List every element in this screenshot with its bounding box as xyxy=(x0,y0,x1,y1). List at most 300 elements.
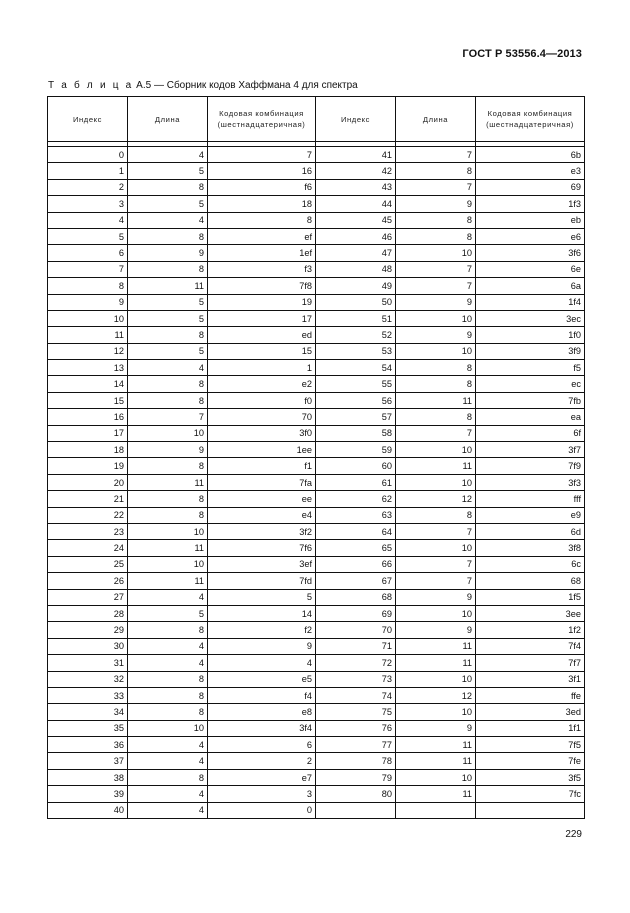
codeword-cell: ec xyxy=(476,376,585,392)
column-header-length-2: Длина xyxy=(396,97,476,142)
length-cell: 4 xyxy=(128,589,208,605)
codeword-cell: 6e xyxy=(476,261,585,277)
index-cell: 72 xyxy=(316,655,396,671)
index-cell: 4 xyxy=(48,212,128,228)
index-cell: 55 xyxy=(316,376,396,392)
index-cell: 37 xyxy=(48,753,128,769)
index-cell: 62 xyxy=(316,491,396,507)
index-cell: 21 xyxy=(48,491,128,507)
length-cell: 10 xyxy=(128,556,208,572)
index-cell: 13 xyxy=(48,360,128,376)
table-row xyxy=(48,343,585,359)
codeword-cell: 3f8 xyxy=(476,540,585,556)
index-cell: 38 xyxy=(48,769,128,785)
length-cell: 4 xyxy=(128,360,208,376)
table-row xyxy=(48,147,585,163)
table-row xyxy=(48,179,585,195)
table-row xyxy=(48,245,585,261)
index-cell: 66 xyxy=(316,556,396,572)
table-row xyxy=(48,638,585,654)
length-cell: 10 xyxy=(396,605,476,621)
codeword-cell: 1f0 xyxy=(476,327,585,343)
length-cell: 8 xyxy=(396,409,476,425)
codeword-cell: ffe xyxy=(476,687,585,703)
length-cell: 8 xyxy=(128,622,208,638)
codeword-cell: 14 xyxy=(208,605,316,621)
length-cell: 8 xyxy=(128,671,208,687)
table-row xyxy=(48,376,585,392)
length-cell: 8 xyxy=(128,327,208,343)
codeword-cell: 0 xyxy=(208,802,316,818)
length-cell: 7 xyxy=(128,409,208,425)
length-cell: 8 xyxy=(128,507,208,523)
length-cell: 8 xyxy=(128,392,208,408)
codeword-cell: 2 xyxy=(208,753,316,769)
length-cell: 8 xyxy=(396,376,476,392)
length-cell: 9 xyxy=(396,327,476,343)
length-cell: 8 xyxy=(128,704,208,720)
index-cell: 19 xyxy=(48,458,128,474)
codeword-cell: 7f5 xyxy=(476,737,585,753)
length-cell: 8 xyxy=(128,261,208,277)
table-row xyxy=(48,540,585,556)
length-cell: 10 xyxy=(396,671,476,687)
codeword-cell: 6a xyxy=(476,278,585,294)
index-cell: 52 xyxy=(316,327,396,343)
index-cell: 20 xyxy=(48,474,128,490)
codeword-cell: e4 xyxy=(208,507,316,523)
codeword-cell: 19 xyxy=(208,294,316,310)
index-cell: 15 xyxy=(48,392,128,408)
length-cell: 11 xyxy=(396,392,476,408)
table-row xyxy=(48,294,585,310)
codeword-cell: 7fc xyxy=(476,786,585,802)
index-cell: 6 xyxy=(48,245,128,261)
index-cell: 65 xyxy=(316,540,396,556)
length-cell: 8 xyxy=(396,228,476,244)
length-cell: 7 xyxy=(396,556,476,572)
index-cell: 0 xyxy=(48,147,128,163)
codeword-cell: f1 xyxy=(208,458,316,474)
index-cell: 12 xyxy=(48,343,128,359)
index-cell: 5 xyxy=(48,228,128,244)
index-cell: 80 xyxy=(316,786,396,802)
length-cell: 11 xyxy=(128,573,208,589)
codeword-cell: 6 xyxy=(208,737,316,753)
codeword-cell: 7fa xyxy=(208,474,316,490)
table-row xyxy=(48,605,585,621)
index-cell: 46 xyxy=(316,228,396,244)
length-cell: 7 xyxy=(396,278,476,294)
codeword-cell: f3 xyxy=(208,261,316,277)
codeword-cell: 7f6 xyxy=(208,540,316,556)
index-cell: 30 xyxy=(48,638,128,654)
table-row xyxy=(48,687,585,703)
length-cell: 11 xyxy=(128,278,208,294)
codeword-cell: 7f9 xyxy=(476,458,585,474)
huffman-codebook-table xyxy=(47,96,585,819)
length-cell xyxy=(396,802,476,818)
codeword-cell: f5 xyxy=(476,360,585,376)
table-row xyxy=(48,737,585,753)
index-cell: 8 xyxy=(48,278,128,294)
index-cell: 45 xyxy=(316,212,396,228)
index-cell: 69 xyxy=(316,605,396,621)
index-cell: 74 xyxy=(316,687,396,703)
index-cell: 14 xyxy=(48,376,128,392)
length-cell: 10 xyxy=(396,474,476,490)
index-cell: 11 xyxy=(48,327,128,343)
codeword-cell: 3ef xyxy=(208,556,316,572)
index-cell: 75 xyxy=(316,704,396,720)
length-cell: 4 xyxy=(128,753,208,769)
length-cell: 8 xyxy=(128,228,208,244)
table-row xyxy=(48,212,585,228)
codeword-cell: 9 xyxy=(208,638,316,654)
codeword-cell: 3f2 xyxy=(208,523,316,539)
table-row xyxy=(48,474,585,490)
index-cell: 51 xyxy=(316,310,396,326)
table-row xyxy=(48,507,585,523)
codeword-cell: f0 xyxy=(208,392,316,408)
codeword-cell: 1f2 xyxy=(476,622,585,638)
length-cell: 7 xyxy=(396,573,476,589)
table-row xyxy=(48,556,585,572)
index-cell: 29 xyxy=(48,622,128,638)
index-cell: 24 xyxy=(48,540,128,556)
codeword-cell: 1f5 xyxy=(476,589,585,605)
index-cell: 23 xyxy=(48,523,128,539)
table-row xyxy=(48,458,585,474)
index-cell: 3 xyxy=(48,196,128,212)
index-cell: 59 xyxy=(316,442,396,458)
index-cell: 60 xyxy=(316,458,396,474)
codeword-cell: 1f4 xyxy=(476,294,585,310)
column-header-index-1: Индекс xyxy=(48,97,128,142)
length-cell: 5 xyxy=(128,343,208,359)
index-cell: 16 xyxy=(48,409,128,425)
length-cell: 5 xyxy=(128,163,208,179)
table-row xyxy=(48,523,585,539)
table-caption xyxy=(48,80,358,91)
length-cell: 11 xyxy=(396,737,476,753)
codeword-cell: ed xyxy=(208,327,316,343)
length-cell: 11 xyxy=(128,540,208,556)
index-cell: 26 xyxy=(48,573,128,589)
length-cell: 8 xyxy=(128,458,208,474)
index-cell: 1 xyxy=(48,163,128,179)
table-row xyxy=(48,360,585,376)
codeword-cell: 3ee xyxy=(476,605,585,621)
codeword-cell: 68 xyxy=(476,573,585,589)
index-cell: 57 xyxy=(316,409,396,425)
codeword-cell: e6 xyxy=(476,228,585,244)
length-cell: 9 xyxy=(128,442,208,458)
length-cell: 4 xyxy=(128,786,208,802)
codeword-cell: 3ed xyxy=(476,704,585,720)
length-cell: 7 xyxy=(396,523,476,539)
length-cell: 4 xyxy=(128,147,208,163)
length-cell: 5 xyxy=(128,310,208,326)
index-cell: 43 xyxy=(316,179,396,195)
index-cell: 61 xyxy=(316,474,396,490)
index-cell: 27 xyxy=(48,589,128,605)
index-cell: 70 xyxy=(316,622,396,638)
length-cell: 12 xyxy=(396,491,476,507)
table-row xyxy=(48,442,585,458)
codeword-cell: 7fe xyxy=(476,753,585,769)
codeword-cell: 17 xyxy=(208,310,316,326)
table-row xyxy=(48,278,585,294)
length-cell: 4 xyxy=(128,737,208,753)
length-cell: 11 xyxy=(396,638,476,654)
length-cell: 4 xyxy=(128,212,208,228)
index-cell: 10 xyxy=(48,310,128,326)
length-cell: 7 xyxy=(396,261,476,277)
length-cell: 5 xyxy=(128,605,208,621)
table-body xyxy=(48,142,585,819)
codeword-cell: 70 xyxy=(208,409,316,425)
table-row xyxy=(48,720,585,736)
codeword-cell: 3f9 xyxy=(476,343,585,359)
codeword-cell: f6 xyxy=(208,179,316,195)
codeword-cell: 18 xyxy=(208,196,316,212)
column-header-length-1: Длина xyxy=(128,97,208,142)
table-row xyxy=(48,228,585,244)
table-row xyxy=(48,573,585,589)
caption-text: А.5 — Сборник кодов Хаффмана 4 для спектра xyxy=(133,80,358,91)
codeword-cell: 7 xyxy=(208,147,316,163)
length-cell: 7 xyxy=(396,147,476,163)
length-cell: 8 xyxy=(396,212,476,228)
length-cell: 10 xyxy=(396,540,476,556)
codeword-cell: 6d xyxy=(476,523,585,539)
codeword-cell: 3f3 xyxy=(476,474,585,490)
index-cell: 54 xyxy=(316,360,396,376)
index-cell: 48 xyxy=(316,261,396,277)
length-cell: 10 xyxy=(396,442,476,458)
length-cell: 10 xyxy=(128,523,208,539)
codeword-cell: f2 xyxy=(208,622,316,638)
index-cell: 68 xyxy=(316,589,396,605)
column-header-codeword-2: Кодовая комбинация (шестнадцатеричная) xyxy=(476,97,585,142)
index-cell: 25 xyxy=(48,556,128,572)
index-cell: 17 xyxy=(48,425,128,441)
length-cell: 4 xyxy=(128,655,208,671)
table-row xyxy=(48,786,585,802)
codeword-cell: e5 xyxy=(208,671,316,687)
document-code: ГОСТ Р 53556.4—2013 xyxy=(462,48,582,60)
index-cell: 58 xyxy=(316,425,396,441)
length-cell: 10 xyxy=(128,720,208,736)
codeword-cell: 6b xyxy=(476,147,585,163)
column-header-index-2: Индекс xyxy=(316,97,396,142)
index-cell: 35 xyxy=(48,720,128,736)
length-cell: 9 xyxy=(396,622,476,638)
table-header-row xyxy=(48,97,585,142)
page-number: 229 xyxy=(565,829,582,840)
table-row xyxy=(48,769,585,785)
length-cell: 11 xyxy=(128,474,208,490)
index-cell: 44 xyxy=(316,196,396,212)
length-cell: 8 xyxy=(128,179,208,195)
table-row xyxy=(48,753,585,769)
table-row xyxy=(48,327,585,343)
length-cell: 9 xyxy=(128,245,208,261)
codeword-cell: 7f8 xyxy=(208,278,316,294)
codeword-cell: 1 xyxy=(208,360,316,376)
codeword-cell: e8 xyxy=(208,704,316,720)
index-cell: 41 xyxy=(316,147,396,163)
index-cell: 67 xyxy=(316,573,396,589)
table-row xyxy=(48,802,585,818)
index-cell: 40 xyxy=(48,802,128,818)
index-cell: 32 xyxy=(48,671,128,687)
codeword-cell: 1f3 xyxy=(476,196,585,212)
length-cell: 11 xyxy=(396,458,476,474)
codeword-cell: 3ec xyxy=(476,310,585,326)
length-cell: 4 xyxy=(128,802,208,818)
index-cell: 9 xyxy=(48,294,128,310)
length-cell: 10 xyxy=(396,769,476,785)
table-row xyxy=(48,409,585,425)
codeword-cell: 3f6 xyxy=(476,245,585,261)
table-row xyxy=(48,655,585,671)
index-cell: 50 xyxy=(316,294,396,310)
length-cell: 10 xyxy=(396,343,476,359)
index-cell: 73 xyxy=(316,671,396,687)
length-cell: 11 xyxy=(396,786,476,802)
index-cell: 22 xyxy=(48,507,128,523)
length-cell: 8 xyxy=(128,769,208,785)
index-cell: 36 xyxy=(48,737,128,753)
table-row xyxy=(48,196,585,212)
length-cell: 4 xyxy=(128,638,208,654)
codeword-cell: 7f4 xyxy=(476,638,585,654)
index-cell: 49 xyxy=(316,278,396,294)
index-cell: 28 xyxy=(48,605,128,621)
codeword-cell: e9 xyxy=(476,507,585,523)
index-cell: 71 xyxy=(316,638,396,654)
index-cell: 33 xyxy=(48,687,128,703)
codeword-cell: e3 xyxy=(476,163,585,179)
table-row xyxy=(48,704,585,720)
length-cell: 8 xyxy=(396,507,476,523)
length-cell: 11 xyxy=(396,753,476,769)
codeword-cell: 7fb xyxy=(476,392,585,408)
codeword-cell: ee xyxy=(208,491,316,507)
codeword-cell: ef xyxy=(208,228,316,244)
table-row xyxy=(48,163,585,179)
index-cell: 47 xyxy=(316,245,396,261)
length-cell: 7 xyxy=(396,425,476,441)
codeword-cell: 7f7 xyxy=(476,655,585,671)
codeword-cell: 16 xyxy=(208,163,316,179)
codeword-cell: 6f xyxy=(476,425,585,441)
codeword-cell: ea xyxy=(476,409,585,425)
index-cell: 2 xyxy=(48,179,128,195)
index-cell: 77 xyxy=(316,737,396,753)
length-cell: 8 xyxy=(128,491,208,507)
table-row xyxy=(48,310,585,326)
index-cell: 79 xyxy=(316,769,396,785)
index-cell: 63 xyxy=(316,507,396,523)
codeword-cell: 1f1 xyxy=(476,720,585,736)
codeword-cell: e7 xyxy=(208,769,316,785)
codeword-cell: 1ef xyxy=(208,245,316,261)
length-cell: 9 xyxy=(396,196,476,212)
index-cell: 42 xyxy=(316,163,396,179)
codeword-cell: 6c xyxy=(476,556,585,572)
table-row xyxy=(48,425,585,441)
codeword-cell: eb xyxy=(476,212,585,228)
index-cell: 39 xyxy=(48,786,128,802)
length-cell: 7 xyxy=(396,179,476,195)
length-cell: 10 xyxy=(396,310,476,326)
index-cell: 76 xyxy=(316,720,396,736)
column-header-codeword-1: Кодовая комбинация (шестнадцатеричная) xyxy=(208,97,316,142)
length-cell: 12 xyxy=(396,687,476,703)
index-cell: 56 xyxy=(316,392,396,408)
codeword-cell: 8 xyxy=(208,212,316,228)
caption-prefix: Т а б л и ц а xyxy=(48,80,134,91)
length-cell: 11 xyxy=(396,655,476,671)
length-cell: 8 xyxy=(396,163,476,179)
index-cell: 34 xyxy=(48,704,128,720)
length-cell: 8 xyxy=(396,360,476,376)
codeword-cell: 1ee xyxy=(208,442,316,458)
codeword-cell: e2 xyxy=(208,376,316,392)
codeword-cell: 7fd xyxy=(208,573,316,589)
length-cell: 9 xyxy=(396,720,476,736)
codeword-cell: fff xyxy=(476,491,585,507)
codeword-cell: 15 xyxy=(208,343,316,359)
index-cell: 64 xyxy=(316,523,396,539)
length-cell: 10 xyxy=(396,245,476,261)
table-row xyxy=(48,261,585,277)
table-row xyxy=(48,491,585,507)
index-cell: 18 xyxy=(48,442,128,458)
codeword-cell: 3f1 xyxy=(476,671,585,687)
length-cell: 10 xyxy=(396,704,476,720)
codeword-cell: 3 xyxy=(208,786,316,802)
length-cell: 8 xyxy=(128,687,208,703)
length-cell: 5 xyxy=(128,294,208,310)
index-cell xyxy=(316,802,396,818)
length-cell: 10 xyxy=(128,425,208,441)
codeword-cell: 3f7 xyxy=(476,442,585,458)
table-row xyxy=(48,392,585,408)
index-cell: 78 xyxy=(316,753,396,769)
index-cell: 53 xyxy=(316,343,396,359)
table-row xyxy=(48,589,585,605)
length-cell: 8 xyxy=(128,376,208,392)
index-cell: 7 xyxy=(48,261,128,277)
table-row xyxy=(48,622,585,638)
codeword-cell: f4 xyxy=(208,687,316,703)
codeword-cell xyxy=(476,802,585,818)
codeword-cell: 5 xyxy=(208,589,316,605)
codeword-cell: 69 xyxy=(476,179,585,195)
length-cell: 9 xyxy=(396,589,476,605)
length-cell: 5 xyxy=(128,196,208,212)
codeword-cell: 4 xyxy=(208,655,316,671)
length-cell: 9 xyxy=(396,294,476,310)
codeword-cell: 3f5 xyxy=(476,769,585,785)
codeword-cell: 3f0 xyxy=(208,425,316,441)
codeword-cell: 3f4 xyxy=(208,720,316,736)
table-row xyxy=(48,671,585,687)
